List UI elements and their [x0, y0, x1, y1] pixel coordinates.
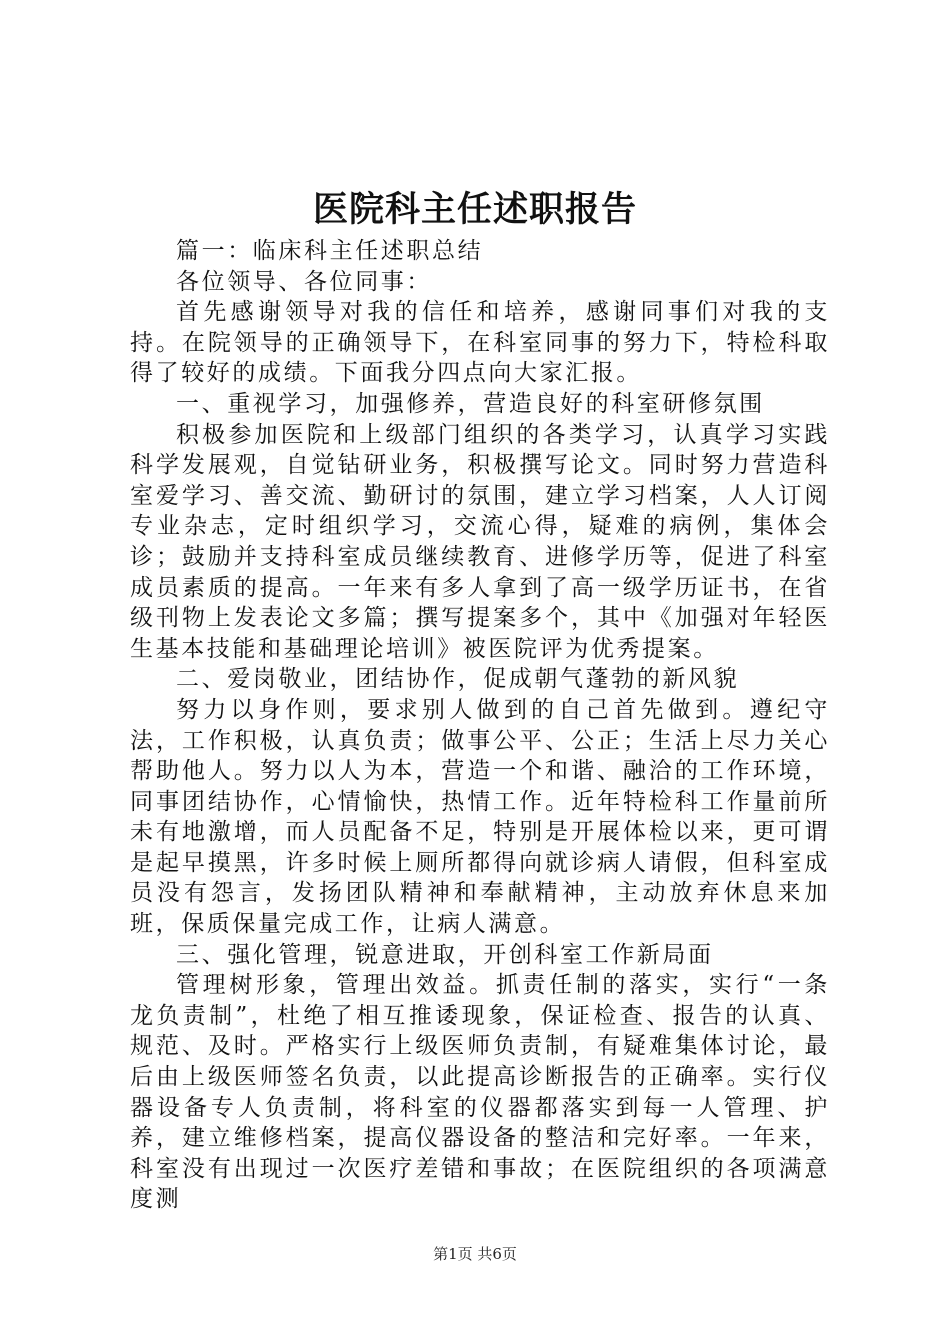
paragraph-management: 管理树形象，管理出效益。抓责任制的落实，实行“一条龙负责制”，杜绝了相互推诿现象，保证检查、报告的认真、规范、及时。严格实行上级医师负责制，有疑难集体讨论，最后由上级医师签名负责，以此提高诊断报告的正确率。实行仪器设备专人负责制，将科室的仪器都落实到每一人管理、护养，建立维修档案，提高仪器设备的整洁和完好率。一年来，科室没有出现过一次医疗差错和事故；在医院组织的各项满意度测	[130, 972, 830, 1213]
paragraph-intro: 首先感谢领导对我的信任和培养，感谢同事们对我的支持。在院领导的正确领导下，在科室同事的努力下，特检科取得了较好的成绩。下面我分四点向大家汇报。	[130, 299, 830, 387]
paragraph-study: 积极参加医院和上级部门组织的各类学习，认真学习实践科学发展观，自觉钻研业务，积极撰写论文。同时努力营造科室爱学习、善交流、勤研讨的氛围，建立学习档案，人人订阅专业杂志，定时组织学习，交流心得，疑难的病例，集体会诊；鼓励并支持科室成员继续教育、进修学历等，促进了科室成员素质的提高。一年来有多人拿到了高一级学历证书，在省级刊物上发表论文多篇；撰写提案多个，其中《加强对年轻医生基本技能和基础理论培训》被医院评为优秀提案。	[130, 421, 830, 662]
salutation: 各位领导、各位同事：	[176, 268, 432, 295]
document-title: 医院科主任述职报告	[312, 189, 637, 230]
document-body	[130, 236, 830, 1215]
page-footer: 第1页 共6页	[433, 1245, 517, 1263]
paragraph-teamwork: 努力以身作则，要求别人做到的自己首先做到。遵纪守法，工作积极，认真负责；做事公平、公正；生活上尽力关心帮助他人。努力以人为本，营造一个和谐、融洽的工作环境，同事团结协作，心情愉快，热情工作。近年特检科工作量前所未有地激增，而人员配备不足，特别是开展体检以来，更可谓是起早摸黑，许多时候上厕所都得向就诊病人请假，但科室成员没有怨言，发扬团队精神和奉献精神，主动放弃休息来加班，保质保量完成工作，让病人满意。	[130, 696, 830, 938]
section-heading-two: 二、爱岗敬业，团结协作，促成朝气蓬勃的新风貌	[176, 666, 740, 693]
section-heading-part-one: 篇一：临床科主任述职总结	[176, 238, 484, 264]
section-heading-three: 三、强化管理，锐意进取，开创科室工作新局面	[176, 941, 714, 968]
section-heading-one: 一、重视学习，加强修养，营造良好的科室研修氛围	[176, 390, 765, 417]
